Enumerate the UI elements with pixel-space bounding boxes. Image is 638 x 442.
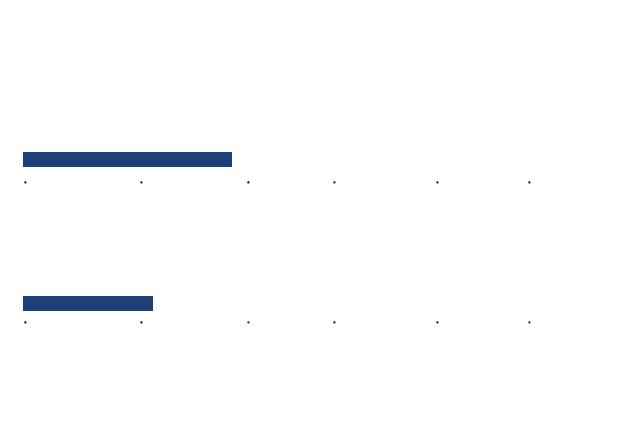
process-step-label bbox=[252, 90, 334, 130]
added-value-column bbox=[140, 314, 236, 318]
process-step-label bbox=[18, 90, 126, 130]
contribution-column bbox=[436, 174, 520, 178]
added-value-column bbox=[247, 314, 317, 318]
process-step-label bbox=[424, 90, 518, 130]
contribution-column bbox=[24, 174, 112, 178]
contribution-column bbox=[333, 174, 425, 178]
added-value-column bbox=[528, 314, 602, 318]
added-value-column bbox=[436, 314, 520, 318]
added-value-column bbox=[333, 314, 425, 318]
process-step-label bbox=[140, 90, 242, 130]
contribution-column bbox=[140, 174, 235, 178]
process-step-label bbox=[342, 90, 416, 130]
added-value-column bbox=[24, 314, 114, 318]
added-value-header bbox=[23, 296, 153, 311]
contribution-column bbox=[247, 174, 325, 178]
contribution-column bbox=[528, 174, 604, 178]
process-step-label bbox=[526, 90, 618, 130]
contribution-header bbox=[23, 152, 232, 167]
